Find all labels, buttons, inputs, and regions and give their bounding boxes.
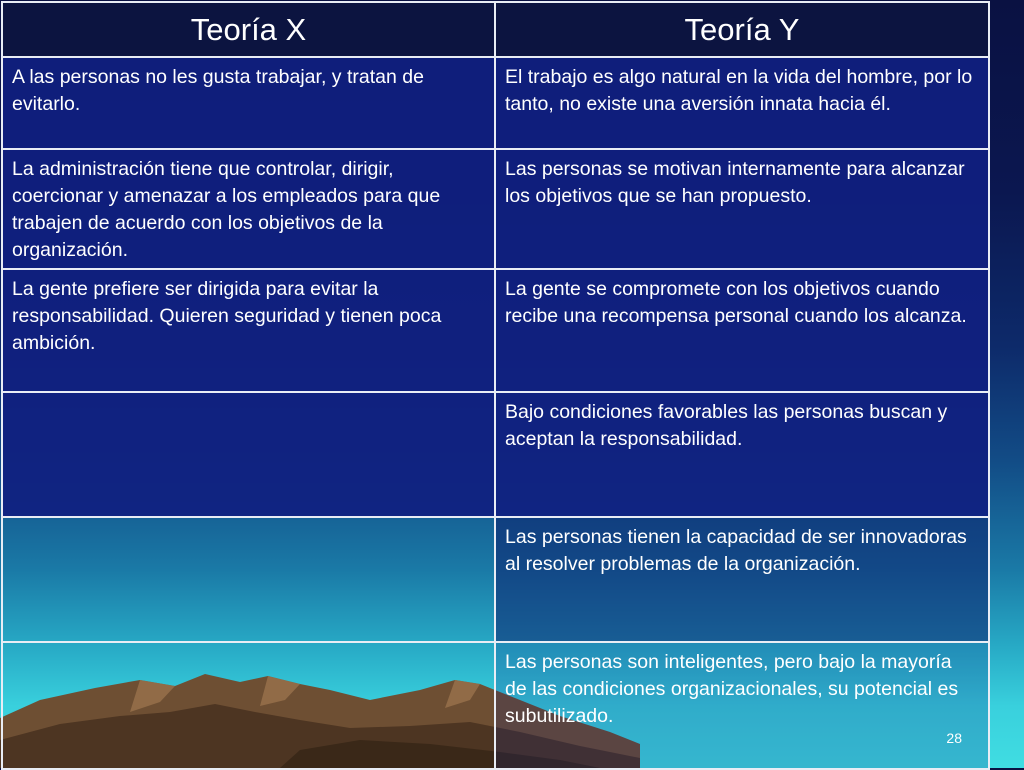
cell-text: Bajo condiciones favorables las personas buscan y aceptan la responsabilidad. [505,401,948,450]
cell-text [3,518,494,524]
theory-y-cell [495,57,989,149]
theory-y-cell [495,517,989,642]
header-theory-x: Teoría X [2,2,495,57]
cell-text: Las personas son inteligentes, pero bajo la mayoría de las condiciones organizacionales, su potencial es subutilizado. [505,651,959,727]
theory-x-cell [2,57,495,149]
table-row [2,517,989,642]
table-row [2,269,989,392]
cell-text: A las personas no les gusta trabajar, y tratan de evitarlo. [12,66,424,115]
table-row [2,149,989,269]
theory-y-cell [495,392,989,517]
theory-y-cell [495,269,989,392]
theory-y-cell [495,642,989,769]
header-theory-y: Teoría Y [495,2,989,57]
theory-comparison-table [1,1,990,770]
cell-text [3,643,494,649]
theory-x-cell [2,392,495,517]
cell-text: La gente se compromete con los objetivos cuando recibe una recompensa personal cuando los alcanza. [505,278,967,327]
cell-text: El trabajo es algo natural en la vida del hombre, por lo tanto, no existe una aversión innata hacia él. [505,66,973,115]
table-header-row [2,2,989,57]
slide-number: 28 [946,730,962,746]
table-row [2,642,989,769]
table-row [2,57,989,149]
cell-text: Las personas se motivan internamente para alcanzar los objetivos que se han propuesto. [505,158,965,207]
theory-x-cell [2,269,495,392]
theory-x-cell [2,642,495,769]
theory-y-cell [495,149,989,269]
theory-x-cell [2,149,495,269]
cell-text: La gente prefiere ser dirigida para evitar la responsabilidad. Quieren seguridad y tienen poca ambición. [12,278,442,354]
cell-text: La administración tiene que controlar, dirigir, coercionar y amenazar a los empleados para que trabajen de acuerdo con los objetivos de la organización. [12,158,441,261]
theory-x-cell [2,517,495,642]
table-row [2,392,989,517]
cell-text [3,393,494,399]
cell-text: Las personas tienen la capacidad de ser innovadoras al resolver problemas de la organización. [505,526,967,575]
